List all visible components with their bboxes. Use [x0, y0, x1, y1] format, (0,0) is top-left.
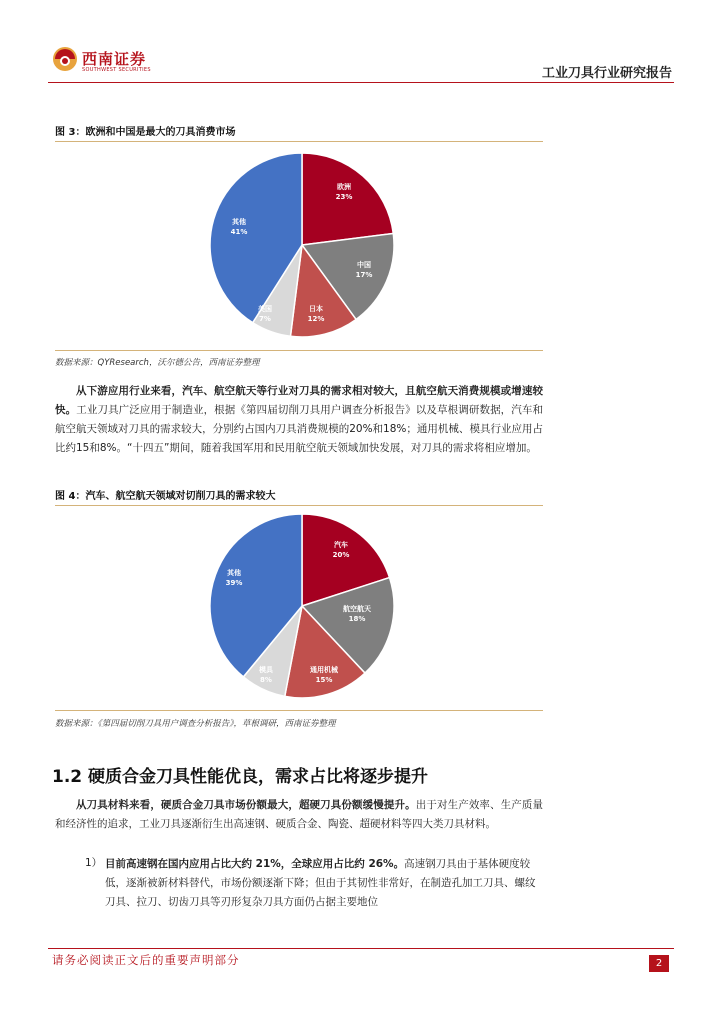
paragraph-downstream-lead: 从下游应用行业来看，汽车、航空航天等行业对刀具的需求相对较大，且航空航天消费规模或增速较快。 [55, 385, 543, 416]
pie-slice-label: 其他 [227, 569, 241, 577]
figure4-source: 数据来源：《第四届切削刀具用户调查分析报告》，草根调研，西南证券整理 [55, 719, 336, 729]
footer-disclaimer: 请务必阅读正文后的重要声明部分 [52, 953, 240, 967]
list-item-number: 1） [85, 857, 103, 869]
pie-slice-label: 汽车 [334, 541, 348, 549]
paragraph-materials [55, 796, 543, 834]
figure4-top-rule [55, 505, 543, 506]
pie-slice-label: 航空航天 [343, 605, 371, 613]
figure3-bottom-rule [55, 350, 543, 351]
pie-slice-value-label: 8% [260, 676, 272, 684]
paragraph-downstream [55, 382, 543, 458]
pie-slice-value-label: 12% [307, 315, 325, 323]
list-item-hss-lead: 目前高速钢在国内应用占比大约 21%，全球应用占比约 26%。 [105, 858, 405, 870]
pie-slice-value-label: 7% [259, 315, 271, 323]
footer-divider [48, 948, 674, 949]
pie-slice-value-label: 23% [335, 193, 353, 201]
paragraph-materials-body: 出于对生产效率、生产质量和经济性的追求，工业刀具逐渐衍生出高速钢、硬质合金、陶瓷、超硬材料等四大类刀具材料。 [55, 799, 544, 830]
pie-slice-value-label: 17% [355, 271, 373, 279]
pie-slice-label: 欧洲 [337, 183, 351, 191]
figure4-pie-chart [205, 509, 399, 703]
paragraph-materials-lead: 从刀具材料来看，硬质合金刀具市场份额最大，超硬刀具份额缓慢提升。 [76, 799, 416, 811]
pie-slice-label: 中国 [357, 261, 371, 269]
pie-slice-label: 美国 [258, 305, 272, 313]
pie-slice-label: 模具 [259, 666, 273, 674]
pie-slice-label: 通用机械 [310, 666, 338, 674]
pie-slice-label: 其他 [232, 218, 246, 226]
pie-slice-value-label: 39% [225, 579, 243, 587]
report-title: 工业刀具行业研究报告 [541, 66, 672, 81]
logo-english-name: SOUTHWEST SECURITIES [82, 67, 151, 73]
list-item-hss-body: 高速钢刀具由于基体硬度较低，逐渐被新材料替代，市场份额逐渐下降；但由于其韧性非常好，在制造孔加工刀具、螺纹刀具、拉刀、切齿刀具等刃形复杂刀具方面仍占据主要地位 [105, 858, 536, 908]
figure4-title: 图 4：汽车、航空航天领域对切削刀具的需求较大 [55, 491, 276, 502]
list-item-hss [105, 855, 545, 912]
pie-slice-value-label: 18% [348, 615, 366, 623]
pie-slice-label: 日本 [309, 305, 323, 313]
figure3-source: 数据来源：QYResearch，沃尔德公告，西南证券整理 [55, 358, 260, 368]
logo-mark-icon [52, 46, 78, 72]
pie-slice-value-label: 20% [332, 551, 350, 559]
pie-slice-value-label: 15% [315, 676, 333, 684]
pie-slice-value-label: 41% [230, 228, 248, 236]
figure4-bottom-rule [55, 710, 543, 711]
company-logo [52, 46, 162, 78]
figure3-title: 图 3：欧洲和中国是最大的刀具消费市场 [55, 127, 236, 138]
figure3-top-rule [55, 141, 543, 142]
page-number: 2 [649, 955, 669, 972]
header-divider [48, 82, 674, 83]
figure3-pie-chart [205, 148, 399, 342]
paragraph-downstream-body: 工业刀具广泛应用于制造业，根据《第四届切削刀具用户调查分析报告》以及草根调研数据，汽车和航空航天领域对刀具的需求较大，分别约占国内刀具消费规模的20%和18%；通用机械、模具行业应用占比约15和8%。“十四五”期间，随着我国军用和民用航空航天领域加快发展，对刀具的需求将相应增加。 [55, 404, 544, 454]
section-heading: 1.2 硬质合金刀具性能优良，需求占比将逐步提升 [52, 767, 429, 787]
logo-chinese-name: 西南证券 [82, 50, 147, 68]
